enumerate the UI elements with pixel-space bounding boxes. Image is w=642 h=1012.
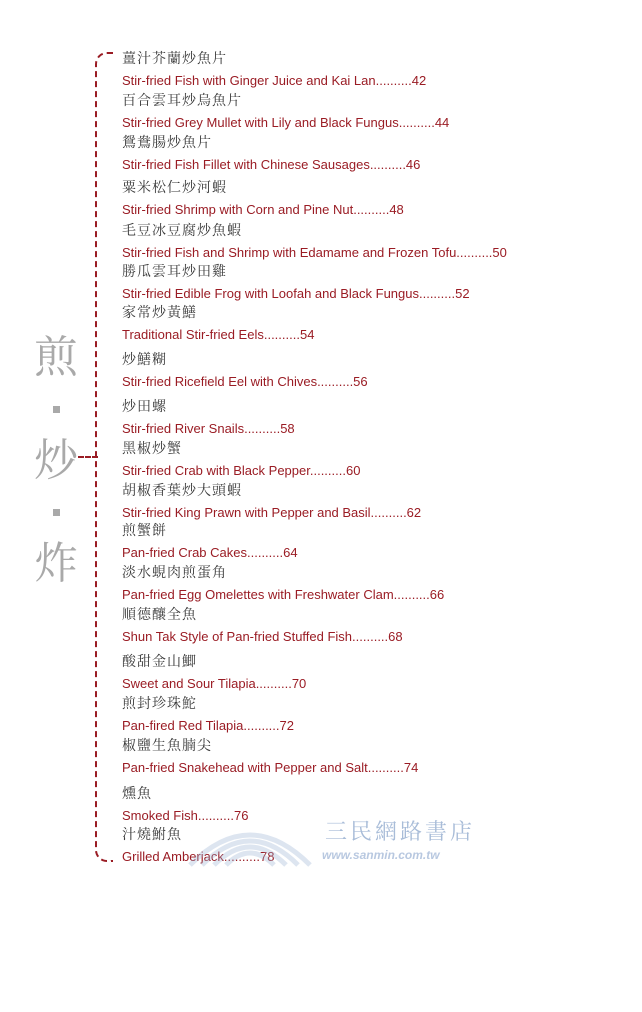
menu-entry[interactable] — [122, 263, 470, 303]
menu-entry[interactable] — [122, 564, 444, 604]
menu-entry[interactable] — [122, 653, 306, 693]
dish-name-cn: 胡椒香葉炒大頭蝦 — [122, 483, 242, 499]
menu-entry[interactable] — [122, 222, 507, 262]
dish-name-en: Stir-fried Crab with Black Pepper..........60 — [122, 463, 361, 478]
section-title-char: 炒 — [34, 435, 78, 486]
dish-name-cn: 煎封珍珠鮀 — [122, 696, 197, 712]
title-separator-dot — [53, 509, 60, 516]
dish-name-en: Stir-fried Edible Frog with Loofah and Black Fungus..........52 — [122, 286, 470, 301]
menu-entry[interactable] — [122, 134, 420, 174]
dish-name-en: Pan-fried Snakehead with Pepper and Salt..........74 — [122, 760, 419, 775]
menu-entry[interactable] — [122, 50, 426, 90]
dish-name-cn: 勝瓜雲耳炒田雞 — [122, 264, 227, 280]
dish-name-en: Stir-fried Shrimp with Corn and Pine Nut..........48 — [122, 202, 404, 217]
section-title-char: 煎 — [34, 332, 78, 383]
menu-entry[interactable] — [122, 351, 368, 391]
dish-name-cn: 汁燒鮒魚 — [122, 827, 182, 843]
dish-name-cn: 椒鹽生魚腩尖 — [122, 738, 212, 754]
watermark-url: www.sanmin.com.tw — [322, 848, 440, 862]
dish-name-en: Stir-fried Fish Fillet with Chinese Sausages..........46 — [122, 157, 421, 172]
title-separator-dot — [53, 406, 60, 413]
dish-name-en: Sweet and Sour Tilapia..........70 — [122, 676, 307, 691]
menu-entry[interactable] — [122, 398, 295, 438]
dish-name-cn: 酸甜金山鯽 — [122, 654, 197, 670]
dish-name-en: Stir-fried Ricefield Eel with Chives..........56 — [122, 374, 368, 389]
dish-name-cn: 炒鱔糊 — [122, 352, 167, 368]
dish-name-cn: 黑椒炒蟹 — [122, 441, 182, 457]
dish-name-cn: 鴛鴦腸炒魚片 — [122, 135, 212, 151]
dish-name-cn: 百合雲耳炒烏魚片 — [122, 93, 242, 109]
dish-name-en: Pan-fired Red Tilapia..........72 — [122, 718, 294, 733]
dish-name-en: Stir-fried Fish with Ginger Juice and Kai Lan..........42 — [122, 73, 427, 88]
menu-entry[interactable] — [122, 304, 314, 344]
dish-name-en: Stir-fried King Prawn with Pepper and Basil..........62 — [122, 505, 422, 520]
dish-name-en: Smoked Fish..........76 — [122, 808, 249, 823]
dish-name-cn: 毛豆冰豆腐炒魚蝦 — [122, 223, 242, 239]
dish-name-cn: 家常炒黃鱔 — [122, 305, 197, 321]
menu-entry[interactable] — [122, 522, 298, 562]
section-title — [28, 330, 84, 592]
watermark-name: 三民網路書店 — [325, 820, 476, 845]
dish-name-en: Traditional Stir-fried Eels..........54 — [122, 327, 315, 342]
dish-name-cn: 順德釀全魚 — [122, 607, 197, 623]
menu-entry[interactable] — [122, 179, 404, 219]
dish-name-cn: 燻魚 — [122, 786, 152, 802]
menu-entry[interactable] — [122, 737, 418, 777]
menu-entry[interactable] — [122, 606, 403, 646]
dish-name-cn: 煎蟹餅 — [122, 523, 167, 539]
bracket-connector — [78, 456, 98, 458]
dish-name-en: Stir-fried Grey Mullet with Lily and Black Fungus..........44 — [122, 115, 450, 130]
dish-name-en: Shun Tak Style of Pan-fried Stuffed Fish..........68 — [122, 629, 403, 644]
dish-name-en: Stir-fried Fish and Shrimp with Edamame and Frozen Tofu..........50 — [122, 245, 507, 260]
menu-entry[interactable] — [122, 92, 449, 132]
dish-name-cn: 薑汁芥蘭炒魚片 — [122, 51, 227, 67]
dish-name-en: Pan-fried Egg Omelettes with Freshwater Clam..........66 — [122, 587, 445, 602]
menu-entry[interactable] — [122, 482, 421, 522]
section-title-char: 炸 — [34, 538, 78, 589]
dish-name-cn: 粟米松仁炒河蝦 — [122, 180, 227, 196]
dish-name-cn: 炒田螺 — [122, 399, 167, 415]
dish-name-en: Pan-fried Crab Cakes..........64 — [122, 545, 298, 560]
dish-name-en: Stir-fried River Snails..........58 — [122, 421, 295, 436]
menu-entry[interactable] — [122, 695, 294, 735]
dish-name-cn: 淡水蜆肉煎蛋角 — [122, 565, 227, 581]
menu-entry[interactable] — [122, 440, 360, 480]
dish-name-en: Grilled Amberjack..........78 — [122, 849, 275, 864]
